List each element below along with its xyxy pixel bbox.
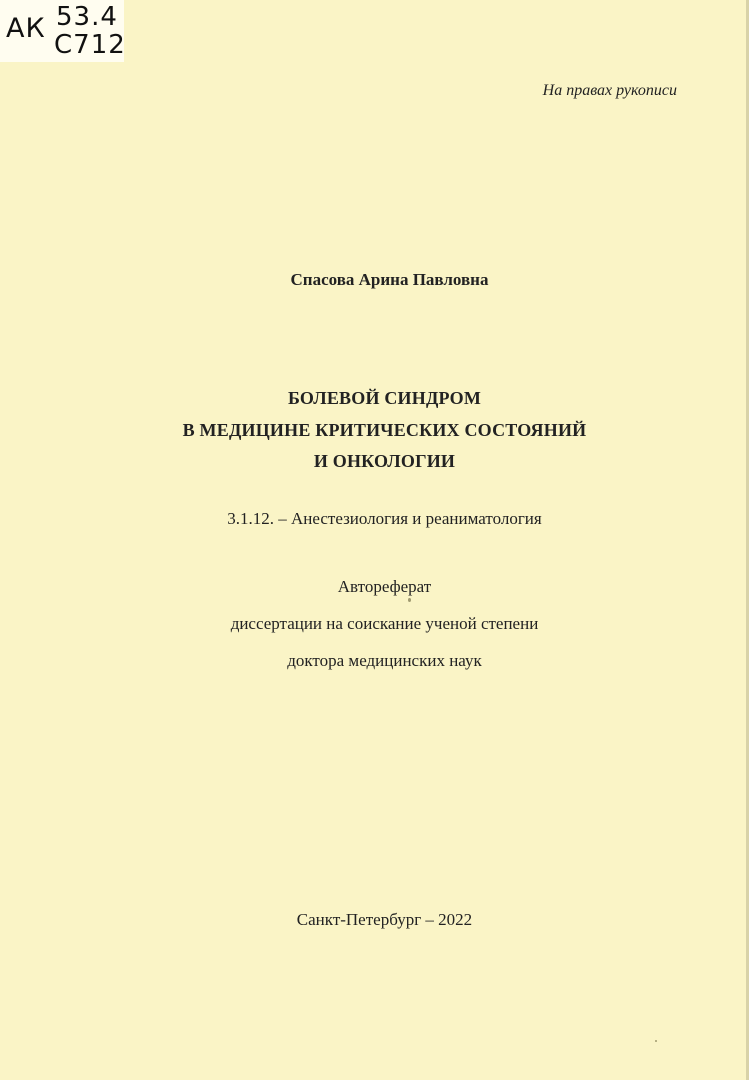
stamp-classification: 53.4 bbox=[56, 2, 118, 32]
imprint-city-year: Санкт-Петербург – 2022 bbox=[296, 910, 473, 929]
specialty-code: 3.1.12. – Анестезиология и реаниматология bbox=[227, 509, 542, 528]
paper-speck bbox=[408, 598, 411, 602]
degree-name: доктора медицинских наук bbox=[287, 651, 482, 670]
stamp-author-code: С712 bbox=[54, 30, 126, 60]
title-line-3: И ОНКОЛОГИИ bbox=[313, 451, 456, 471]
manuscript-rights-note: На правах рукописи bbox=[542, 82, 677, 99]
dissertation-purpose: диссертации на соискание ученой степени bbox=[230, 614, 539, 633]
author-name: Спасова Арина Павловна bbox=[290, 270, 489, 289]
abstract-label: Автореферат bbox=[337, 577, 432, 596]
paper-speck bbox=[655, 1040, 657, 1042]
library-stamp bbox=[0, 0, 124, 62]
stamp-prefix: АК bbox=[6, 13, 46, 44]
title-line-1: БОЛЕВОЙ СИНДРОМ bbox=[287, 388, 482, 408]
title-line-2: В МЕДИЦИНЕ КРИТИЧЕСКИХ СОСТОЯНИЙ bbox=[182, 420, 587, 440]
